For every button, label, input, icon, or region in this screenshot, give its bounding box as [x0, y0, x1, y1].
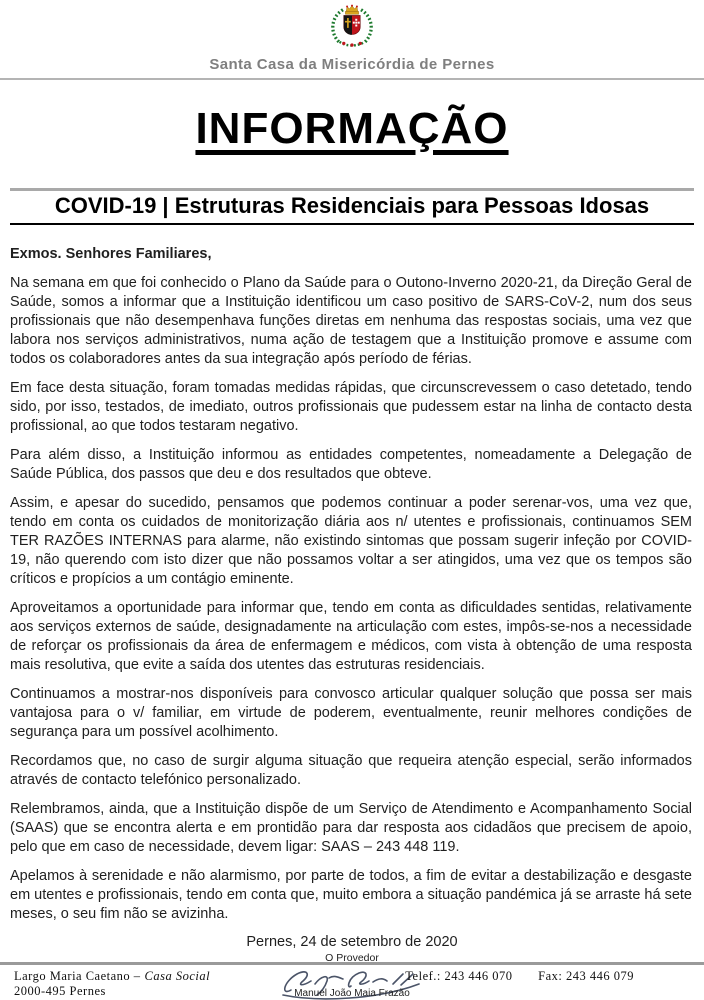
subject-title: COVID-19 | Estruturas Residenciais para Pessoas Idosas: [54, 193, 650, 218]
paragraph: Para além disso, a Instituição informou as entidades competentes, nomeadamente a Delegação de Saúde Pública, dos passos que deu e dos resultados que obteve.: [10, 447, 692, 482]
paragraph: Apelamos à serenidade e não alarmismo, por parte de todos, a fim de evitar a destabilização e desgaste em utentes e profissionais, tendo em conta que, muito embora a situação pandémica já se arraste há sete meses, o seu fim não se avizinha.: [10, 868, 692, 922]
paragraph: Continuamos a mostrar-nos disponíveis para convosco articular qualquer solução que possa ser mais vantajosa para o v/ familiar, em virtude de poderem, eventualmente, reunir melhores condições de segurança para um possível acolhimento.: [10, 686, 692, 740]
address-line1-italic: Casa Social: [144, 969, 211, 983]
paragraph: Na semana em que foi conhecido o Plano da Saúde para o Outono-Inverno 2020-21, da Direção Geral de Saúde, somos a informar que a Instituição identificou um caso positivo de SARS-CoV-2, num dos seus profissionais que não desempenhava funções diretas em nenhuma das respostas sociais, uma vez que labora nos serviços administrativos, numa ação de testagem que a Instituição promove e assume com todos os colaboradores antes da sua integração após período de férias.: [10, 275, 692, 367]
address-line1: Largo Maria Caetano –: [14, 969, 141, 983]
header-divider: [0, 78, 704, 80]
letter-body: [10, 245, 692, 924]
dateline: Pernes, 24 de setembro de 2020: [246, 934, 458, 950]
salutation: Exmos. Senhores Familiares,: [10, 246, 212, 262]
footer-phone: Telef.: 243 446 070: [405, 969, 513, 983]
paragraph: Recordamos que, no caso de surgir alguma situação que requeira atenção especial, serão informados através de contacto telefónico personalizado.: [10, 753, 692, 788]
footer-contacts: [405, 969, 634, 999]
address-line2: 2000-495 Pernes: [14, 984, 106, 998]
coat-of-arms-icon: [320, 4, 384, 50]
paragraph: Em face desta situação, foram tomadas medidas rápidas, que circunscrevessem o caso detetado, tendo sido, por isso, testados, de imediato, outros profissionais que pudessem estar na linha de contacto desta profissional, ao que todos testaram negativo.: [10, 380, 692, 434]
subject-banner: [10, 188, 694, 225]
footer-fax: Fax: 243 446 079: [538, 969, 634, 983]
paragraph: Aproveitamos a oportunidade para informar que, tendo em conta as dificuldades sentidas, relativamente aos serviços externos de saúde, designadamente na articulação com estes, impôs-se-nos a necessidade de reforçar os profissionais da área de enfermagem e médicos, com vista à obtenção de uma resposta mais resolutiva, que evite a saída dos utentes das estruturas residenciais.: [10, 600, 692, 673]
page-footer: [0, 962, 704, 999]
letterhead: [0, 0, 704, 73]
organization-name: Santa Casa da Misericórdia de Pernes: [209, 56, 495, 73]
signer-name: Manuel João Maia Frazão: [294, 988, 410, 999]
document-title: INFORMAÇÃO: [195, 104, 509, 153]
paragraph: Assim, e apesar do sucedido, pensamos que podemos continuar a poder serenar-vos, uma vez que, tendo em conta os cuidados de monitorização diária aos n/ utentes e profissionais, continuamos SEM TER RAZÕES INTERNAS para alarme, não existindo sintomas que possam sugerir infeção por COVID-19, não querendo com isto dizer que não possamos voltar a ser atingidos, uma vez que os tempos são críticos e propícios a um contágio eminente.: [10, 495, 692, 587]
footer-address: [14, 969, 210, 999]
paragraph: Relembramos, ainda, que a Instituição dispõe de um Serviço de Atendimento e Acompanhamento Social (SAAS) que se encontra alerta e em prontidão para dar resposta aos cidadãos que precisem de apoio, pelo que em caso de necessidade, devem ligar: SAAS – 243 448 119.: [10, 801, 692, 855]
signer-role: O Provedor: [325, 952, 379, 964]
